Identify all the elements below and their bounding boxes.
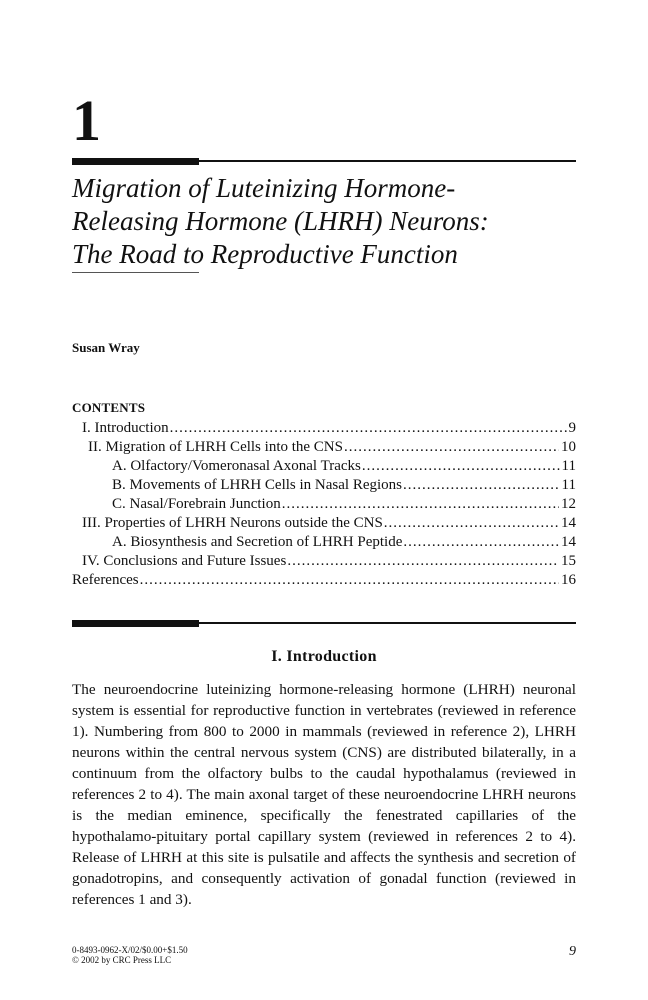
toc-entry-axonal-tracks[interactable] [72,457,576,476]
title-line-2: Releasing Hormone (LHRH) Neurons: [72,206,489,236]
toc-entry-introduction[interactable] [72,419,576,438]
toc-entry-page: 14 [561,534,576,550]
toc-entry-forebrain-junction[interactable] [72,495,576,514]
toc-entry-label: A. Olfactory/Vomeronasal Axonal Tracks [112,458,361,474]
toc-entry-page: 12 [561,496,576,512]
section-rule-thin [199,622,576,624]
header-rule-thick [72,158,199,165]
toc-leader-dots [287,552,559,571]
header-rule-thin [199,160,576,162]
section-rule-thick [72,620,199,627]
toc-leader-dots [403,476,560,495]
title-underline [72,272,199,273]
toc-entry-biosynthesis[interactable] [72,533,576,552]
toc-entry-label: References [72,572,139,588]
table-of-contents [72,419,576,590]
toc-entry-label: B. Movements of LHRH Cells in Nasal Regions [112,477,402,493]
toc-entry-nasal-movements[interactable] [72,476,576,495]
toc-leader-dots [362,457,560,476]
toc-entry-page: 14 [561,515,576,531]
toc-leader-dots [282,495,559,514]
toc-entry-properties[interactable] [72,514,576,533]
toc-entry-label: II. Migration of LHRH Cells into the CNS [88,439,343,455]
chapter-title [72,172,572,271]
toc-entry-label: III. Properties of LHRH Neurons outside the CNS [82,515,383,531]
footer-copyright: © 2002 by CRC Press LLC [72,955,172,965]
chapter-number: 1 [72,88,101,153]
toc-leader-dots [403,533,559,552]
footer-code: 0-8493-0962-X/02/$0.00+$1.50 [72,945,188,955]
page-number: 9 [569,944,576,959]
toc-leader-dots [140,571,559,590]
title-line-1: Migration of Luteinizing Hormone- [72,173,456,203]
section-heading: I. Introduction [271,648,377,665]
toc-entry-label: I. Introduction [82,420,169,436]
toc-entry-label: C. Nasal/Forebrain Junction [112,496,281,512]
toc-leader-dots [384,514,559,533]
toc-leader-dots [344,438,559,457]
contents-heading: CONTENTS [72,400,146,415]
toc-entry-references[interactable] [72,571,576,590]
toc-entry-page: 15 [561,553,576,569]
toc-entry-conclusions[interactable] [72,552,576,571]
intro-paragraph: The neuroendocrine luteinizing hormone-releasing hormone (LHRH) neuronal system is essential for reproductive function in vertebrates (reviewed in reference 1). Numbering from 800 to 2000 in mammals (reviewed in reference 2), LHRH neurons within the central nervous system (CNS) are distributed bilaterally, in a continuum from the olfactory bulbs to the caudal hypothalamus (reviewed in references 2 to 4). The main axonal target of these neuroendocrine LHRH neurons is the median eminence, specifically the fenestrated capillaries of the hypothalamo-pituitary portal capillary system (reviewed in references 2 to 4). Release of LHRH at this site is pulsatile and affects the synthesis and secretion of gonadotropins, and consequently activation of gonadal function (reviewed in references 1 and 3). [72,681,576,908]
title-line-3: The Road to Reproductive Function [72,239,458,269]
toc-entry-page: 10 [561,439,576,455]
toc-entry-page: 11 [561,458,576,474]
toc-entry-migration[interactable] [72,438,576,457]
toc-entry-page: 11 [561,477,576,493]
toc-entry-page: 16 [561,572,576,588]
author-name: Susan Wray [72,340,140,355]
toc-entry-page: 9 [568,420,576,436]
footer-publication-info [72,945,188,965]
toc-entry-label: IV. Conclusions and Future Issues [82,553,287,569]
toc-leader-dots [170,419,567,438]
toc-entry-label: A. Biosynthesis and Secretion of LHRH Peptide [112,534,403,550]
